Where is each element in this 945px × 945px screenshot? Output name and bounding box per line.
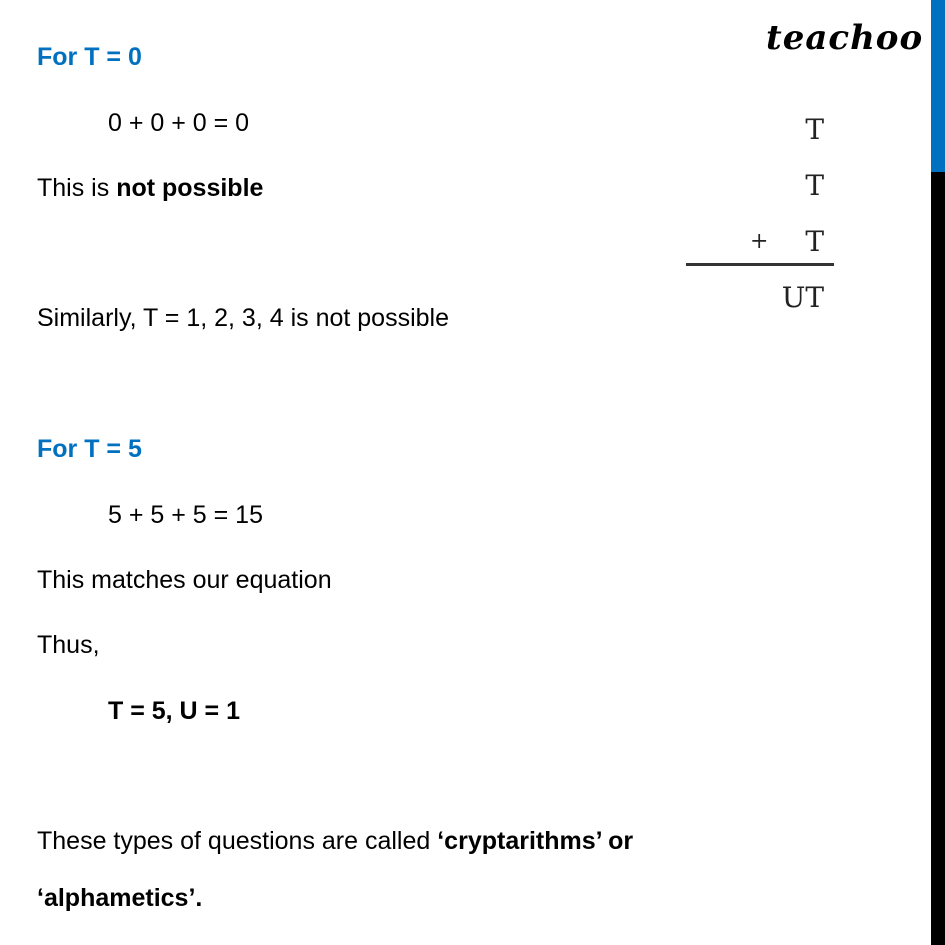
footer-line-1	[37, 826, 633, 856]
cryptarithm-row-3: T	[805, 225, 824, 258]
similar-note: Similarly, T = 1, 2, 3, 4 is not possible	[37, 304, 449, 332]
plus-sign: +	[750, 229, 769, 254]
term-alphametics: ‘alphametics’.	[37, 884, 203, 912]
sidebar-strip	[931, 0, 945, 945]
cryptarithm-row-1: T	[805, 113, 824, 146]
sum-line	[686, 263, 834, 266]
conclusion-t-5: This matches our equation	[37, 566, 332, 594]
term-cryptarithms: ‘cryptarithms’ or	[437, 827, 634, 855]
heading-t-equals-5: For T = 5	[37, 435, 142, 463]
equation-t-5: 5 + 5 + 5 = 15	[108, 501, 263, 529]
conclusion-prefix: This is	[37, 174, 117, 202]
footer-prefix: These types of questions are called	[37, 827, 438, 855]
cryptarithm-row-2: T	[805, 169, 824, 202]
conclusion-t-0	[37, 173, 263, 203]
cryptarithm-figure	[686, 110, 836, 330]
thus-label: Thus,	[37, 631, 100, 659]
sidebar-strip-accent	[931, 0, 945, 172]
conclusion-bold: not possible	[116, 174, 264, 202]
equation-t-0: 0 + 0 + 0 = 0	[108, 109, 250, 137]
teachoo-logo: teachoo	[766, 18, 924, 58]
final-answer: T = 5, U = 1	[108, 697, 241, 725]
heading-t-equals-0: For T = 0	[37, 43, 142, 71]
cryptarithm-result: UT	[781, 281, 824, 314]
